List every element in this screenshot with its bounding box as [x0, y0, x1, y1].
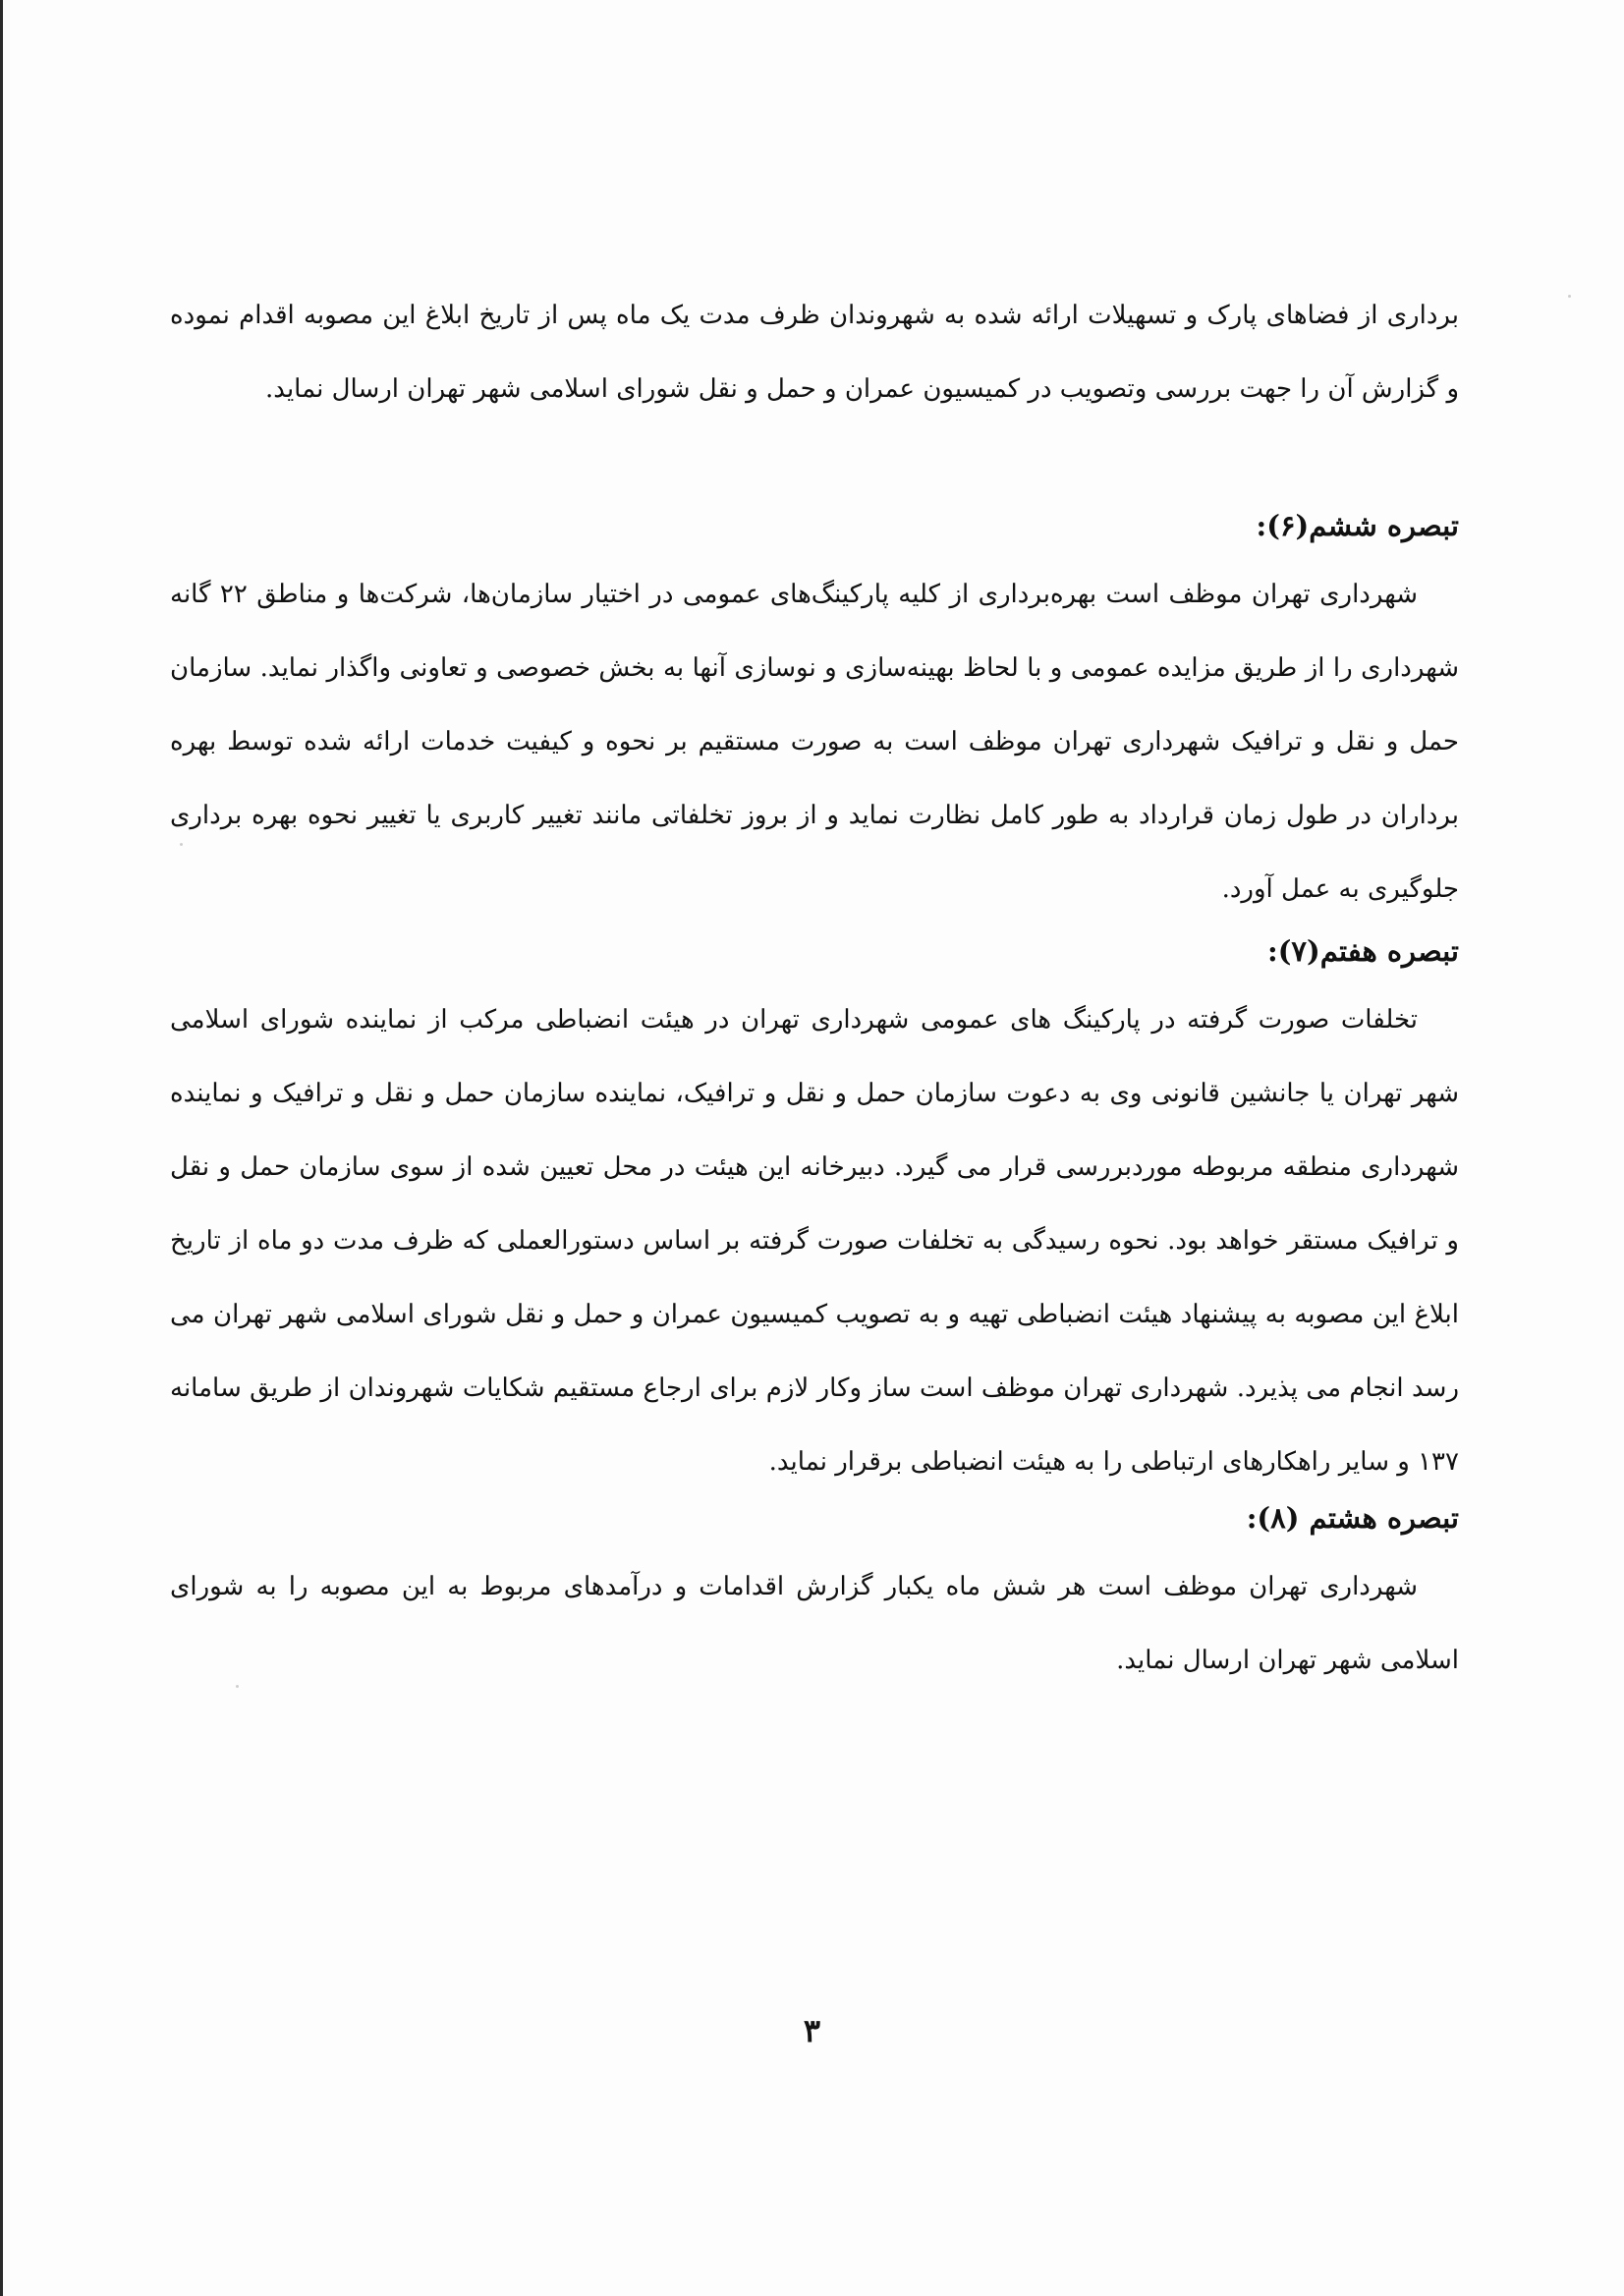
- intro-paragraph: برداری از فضاهای پارک و تسهیلات ارائه شده به شهروندان ظرف مدت یک ماه پس از تاریخ ابلاغ این مصوبه اقدام نموده و گزارش آن را جهت بررسی وتصویب در کمیسیون عمران و حمل و نقل شورای اسلامی شهر تهران ارسال نماید.: [170, 301, 1459, 404]
- section-body: شهرداری تهران موظف است بهره‌برداری از کلیه پارکینگ‌های عمومی در اختیار سازمان‌ها، شرکت‌ها و مناطق ۲۲ گانه شهرداری را از طریق مزایده عمومی و با لحاظ بهینه‌سازی و نوسازی آنها به بخش خصوصی و تعاونی واگذار نماید. سازمان حمل و نقل و ترافیک شهرداری تهران موظف است به صورت مستقیم بر نحوه و کیفیت خدمات ارائه شده توسط بهره برداران در طول زمان قرارداد به طور کامل نظارت نماید و از بروز تخلفاتی مانند تغییر کاربری یا تغییر نحوه بهره برداری جلوگیری به عمل آورد.: [170, 580, 1459, 904]
- section-body: شهرداری تهران موظف است هر شش ماه یکبار گزارش اقدامات و درآمدهای مربوط به این مصوبه را به شورای اسلامی شهر تهران ارسال نماید.: [170, 1572, 1459, 1675]
- section-heading: تبصره هفتم(۷):: [1266, 934, 1459, 968]
- page-number: ۳: [803, 2012, 821, 2049]
- page-edge: [0, 0, 3, 2296]
- scan-speck: [1568, 295, 1571, 298]
- section-7: [170, 919, 1459, 1499]
- section-heading: تبصره ششم(۶):: [1256, 509, 1459, 542]
- section-heading: تبصره هشتم (۸):: [1246, 1501, 1459, 1535]
- section-8: [170, 1485, 1459, 1698]
- section-6: [170, 493, 1459, 926]
- intro-block: [170, 279, 1459, 426]
- section-body: تخلفات صورت گرفته در پارکینگ های عمومی شهرداری تهران در هیئت انضباطی مرکب از نماینده شورای اسلامی شهر تهران یا جانشین قانونی وی به دعوت سازمان حمل و نقل و ترافیک، نماینده سازمان حمل و نقل و ترافیک و نماینده شهرداری منطقه مربوطه موردبررسی قرار می گیرد. دبیرخانه این هیئت در محل تعیین شده از سوی سازمان حمل و نقل و ترافیک مستقر خواهد بود. نحوه رسیدگی به تخلفات صورت گرفته بر اساس دستورالعملی که ظرف مدت دو ماه از تاریخ ابلاغ این مصوبه به پیشنهاد هیئت انضباطی تهیه و به تصویب کمیسیون عمران و حمل و نقل شورای اسلامی شهر تهران می رسد انجام می پذیرد. شهرداری تهران موظف است ساز وکار لازم برای ارجاع مستقیم شکایات شهروندان از طریق سامانه ۱۳۷ و سایر راهکارهای ارتباطی را به هیئت انضباطی برقرار نماید.: [170, 1005, 1459, 1477]
